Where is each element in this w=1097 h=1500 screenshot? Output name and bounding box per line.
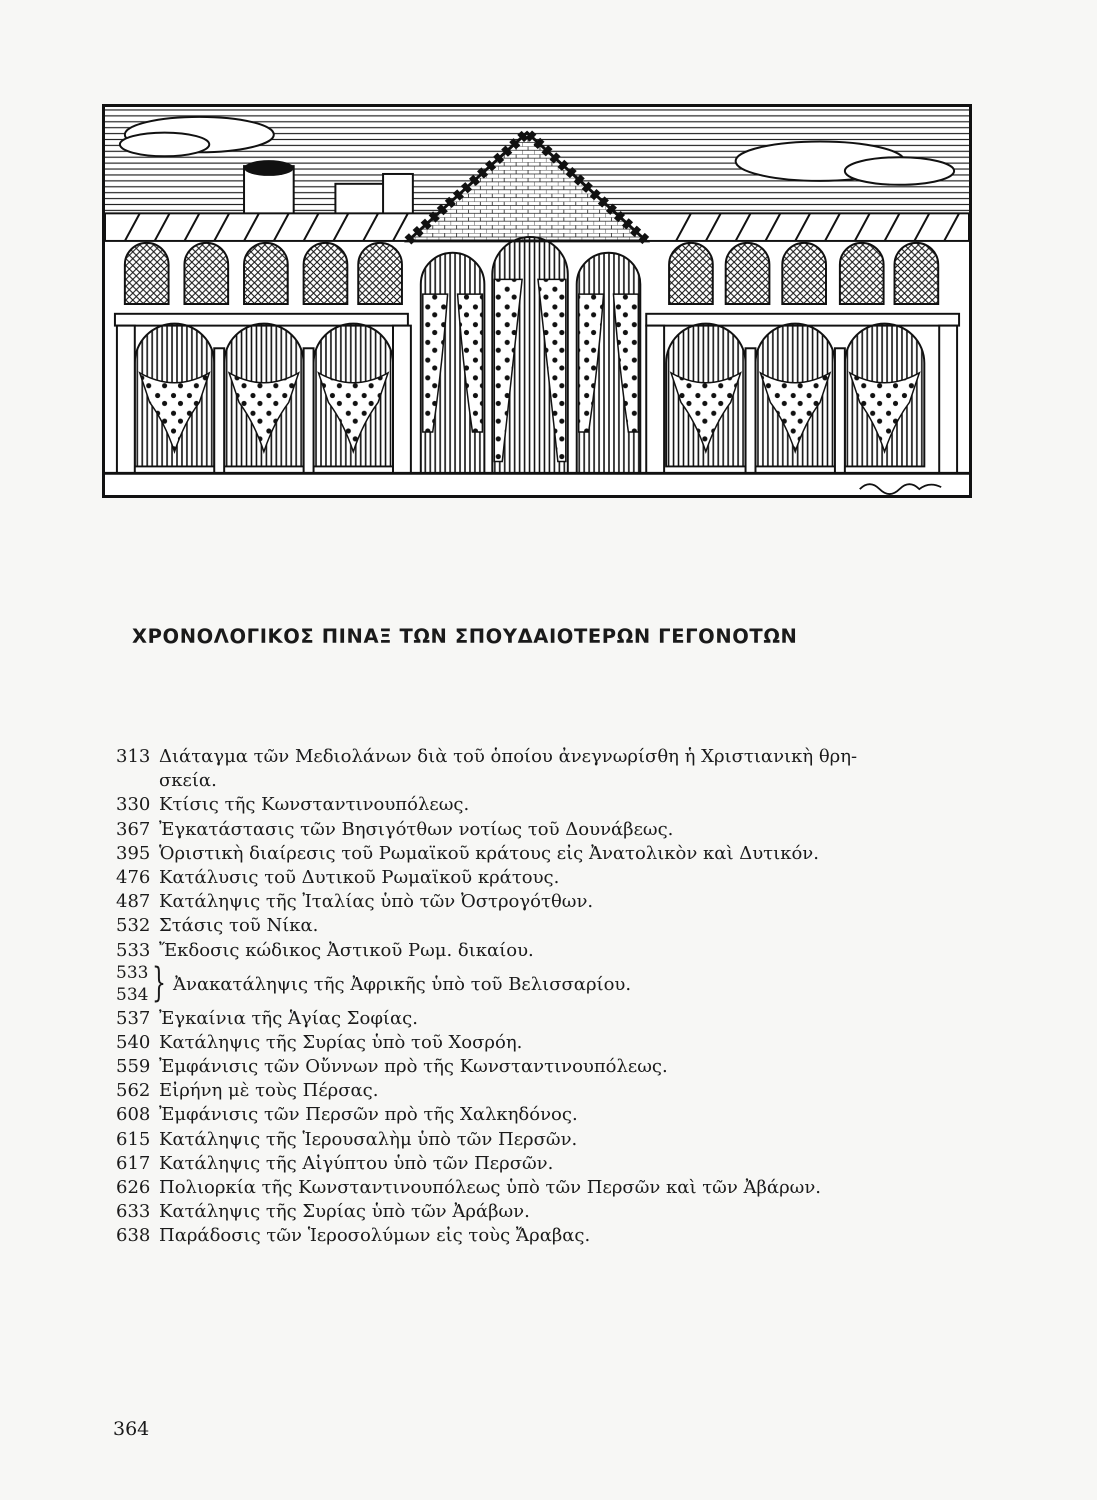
list-item xyxy=(116,1103,976,1127)
list-item xyxy=(116,842,976,866)
list-item xyxy=(116,890,976,914)
entry-year: 313 xyxy=(116,746,151,767)
entry-text: Κατάλυσις τοῦ Δυτικοῦ Ρωμαϊκοῦ κράτους. xyxy=(159,866,560,888)
entry-year: 487 xyxy=(116,891,151,913)
entry-text: Στάσις τοῦ Νίκα. xyxy=(159,915,319,937)
building-illustration xyxy=(102,104,972,498)
list-item xyxy=(116,1176,976,1200)
entry-year: 537 xyxy=(116,1007,151,1029)
list-item xyxy=(116,1128,976,1152)
entry-year: 367 xyxy=(116,818,151,840)
list-item xyxy=(116,1055,976,1079)
brace-icon: } xyxy=(152,959,166,1006)
entry-year: 395 xyxy=(116,842,151,864)
list-item xyxy=(116,866,976,890)
entry-year: 532 xyxy=(116,915,151,937)
entry-text: Ἐμφάνισις τῶν Περσῶν πρὸ τῆς Χαλκηδόνος. xyxy=(159,1104,578,1126)
list-item xyxy=(116,745,976,769)
entry-text: Ἐμφάνισις τῶν Οὔννων πρὸ τῆς Κωνσταντινουπόλεως. xyxy=(159,1056,668,1078)
entry-year-start: 533 xyxy=(116,962,149,983)
entry-year: 533 xyxy=(116,939,151,961)
list-item xyxy=(116,1200,976,1224)
list-item xyxy=(116,1224,976,1248)
entry-year: 633 xyxy=(116,1201,151,1223)
entry-text: Πολιορκία τῆς Κωνσταντινουπόλεως ὑπὸ τῶν Περσῶν καὶ τῶν Ἀβάρων. xyxy=(159,1177,822,1198)
list-item xyxy=(116,1031,976,1055)
list-item-continuation xyxy=(116,769,976,793)
entry-text: Κατάληψις τῆς Συρίας ὑπὸ τοῦ Χοσρόη. xyxy=(159,1031,523,1053)
chronology-list xyxy=(116,745,976,1249)
entry-text: Ὁριστικὴ διαίρεσις τοῦ Ρωμαϊκοῦ κράτους εἰς Ἀνατολικὸν καὶ Δυτικόν. xyxy=(159,842,819,864)
entry-text: σκεία. xyxy=(159,770,217,792)
list-item xyxy=(116,1007,976,1031)
entry-year: 559 xyxy=(116,1056,151,1078)
entry-text: Κατάληψις τῆς Αἰγύπτου ὑπὸ τῶν Περσῶν. xyxy=(159,1152,554,1174)
entry-year: 540 xyxy=(116,1031,151,1053)
entry-year: 330 xyxy=(116,794,151,816)
entry-year-end: 534 xyxy=(116,984,149,1005)
entry-text: Κατάληψις τῆς Συρίας ὑπὸ τῶν Ἀράβων. xyxy=(159,1201,530,1223)
entry-text: Κατάληψις τῆς Ἰταλίας ὑπὸ τῶν Ὀστρογότθων. xyxy=(159,891,594,913)
entry-text: Ἐγκαίνια τῆς Ἁγίας Σοφίας. xyxy=(159,1007,418,1029)
arcade-building-illustration-icon xyxy=(105,107,969,495)
list-item xyxy=(116,818,976,842)
page-title: ΧΡΟΝΟΛΟΓΙΚΟΣ ΠΙΝΑΞ ΤΩΝ ΣΠΟΥΔΑΙΟΤΕΡΩΝ ΓΕΓΟΝΟΤΩΝ xyxy=(132,625,798,648)
entry-year: 638 xyxy=(116,1225,151,1247)
list-item xyxy=(116,914,976,938)
list-item xyxy=(116,793,976,817)
list-item xyxy=(116,1152,976,1176)
entry-text: Κτίσις τῆς Κωνσταντινουπόλεως. xyxy=(159,794,470,816)
entry-text: Ἔκδοσις κώδικος Ἀστικοῦ Ρωμ. δικαίου. xyxy=(159,939,534,961)
page-number: 364 xyxy=(113,1418,150,1440)
entry-text: Κατάληψις τῆς Ἱερουσαλὴμ ὑπὸ τῶν Περσῶν. xyxy=(159,1128,578,1150)
list-item xyxy=(116,1079,976,1103)
list-item xyxy=(116,939,976,963)
entry-text: Ἐγκατάστασις τῶν Βησιγότθων νοτίως τοῦ Δουνάβεως. xyxy=(159,818,674,840)
list-item-range xyxy=(116,959,976,1007)
entry-year: 608 xyxy=(116,1104,151,1126)
entry-text: Ἀνακατάληψις τῆς Ἀφρικῆς ὑπὸ τοῦ Βελισσαρίου. xyxy=(173,973,632,995)
entry-year: 476 xyxy=(116,866,151,888)
entry-year: 617 xyxy=(116,1152,151,1174)
entry-text: Διάταγμα τῶν Μεδιολάνων διὰ τοῦ ὁποίου ἀνεγνωρίσθη ἡ Χριστιανικὴ θρη- xyxy=(159,746,858,767)
entry-year: 562 xyxy=(116,1080,151,1102)
entry-year: 626 xyxy=(116,1177,151,1198)
entry-text: Εἰρήνη μὲ τοὺς Πέρσας. xyxy=(159,1080,379,1102)
entry-text: Παράδοσις τῶν Ἱεροσολύμων εἰς τοὺς Ἄραβας. xyxy=(159,1225,591,1247)
entry-year: 615 xyxy=(116,1128,151,1150)
